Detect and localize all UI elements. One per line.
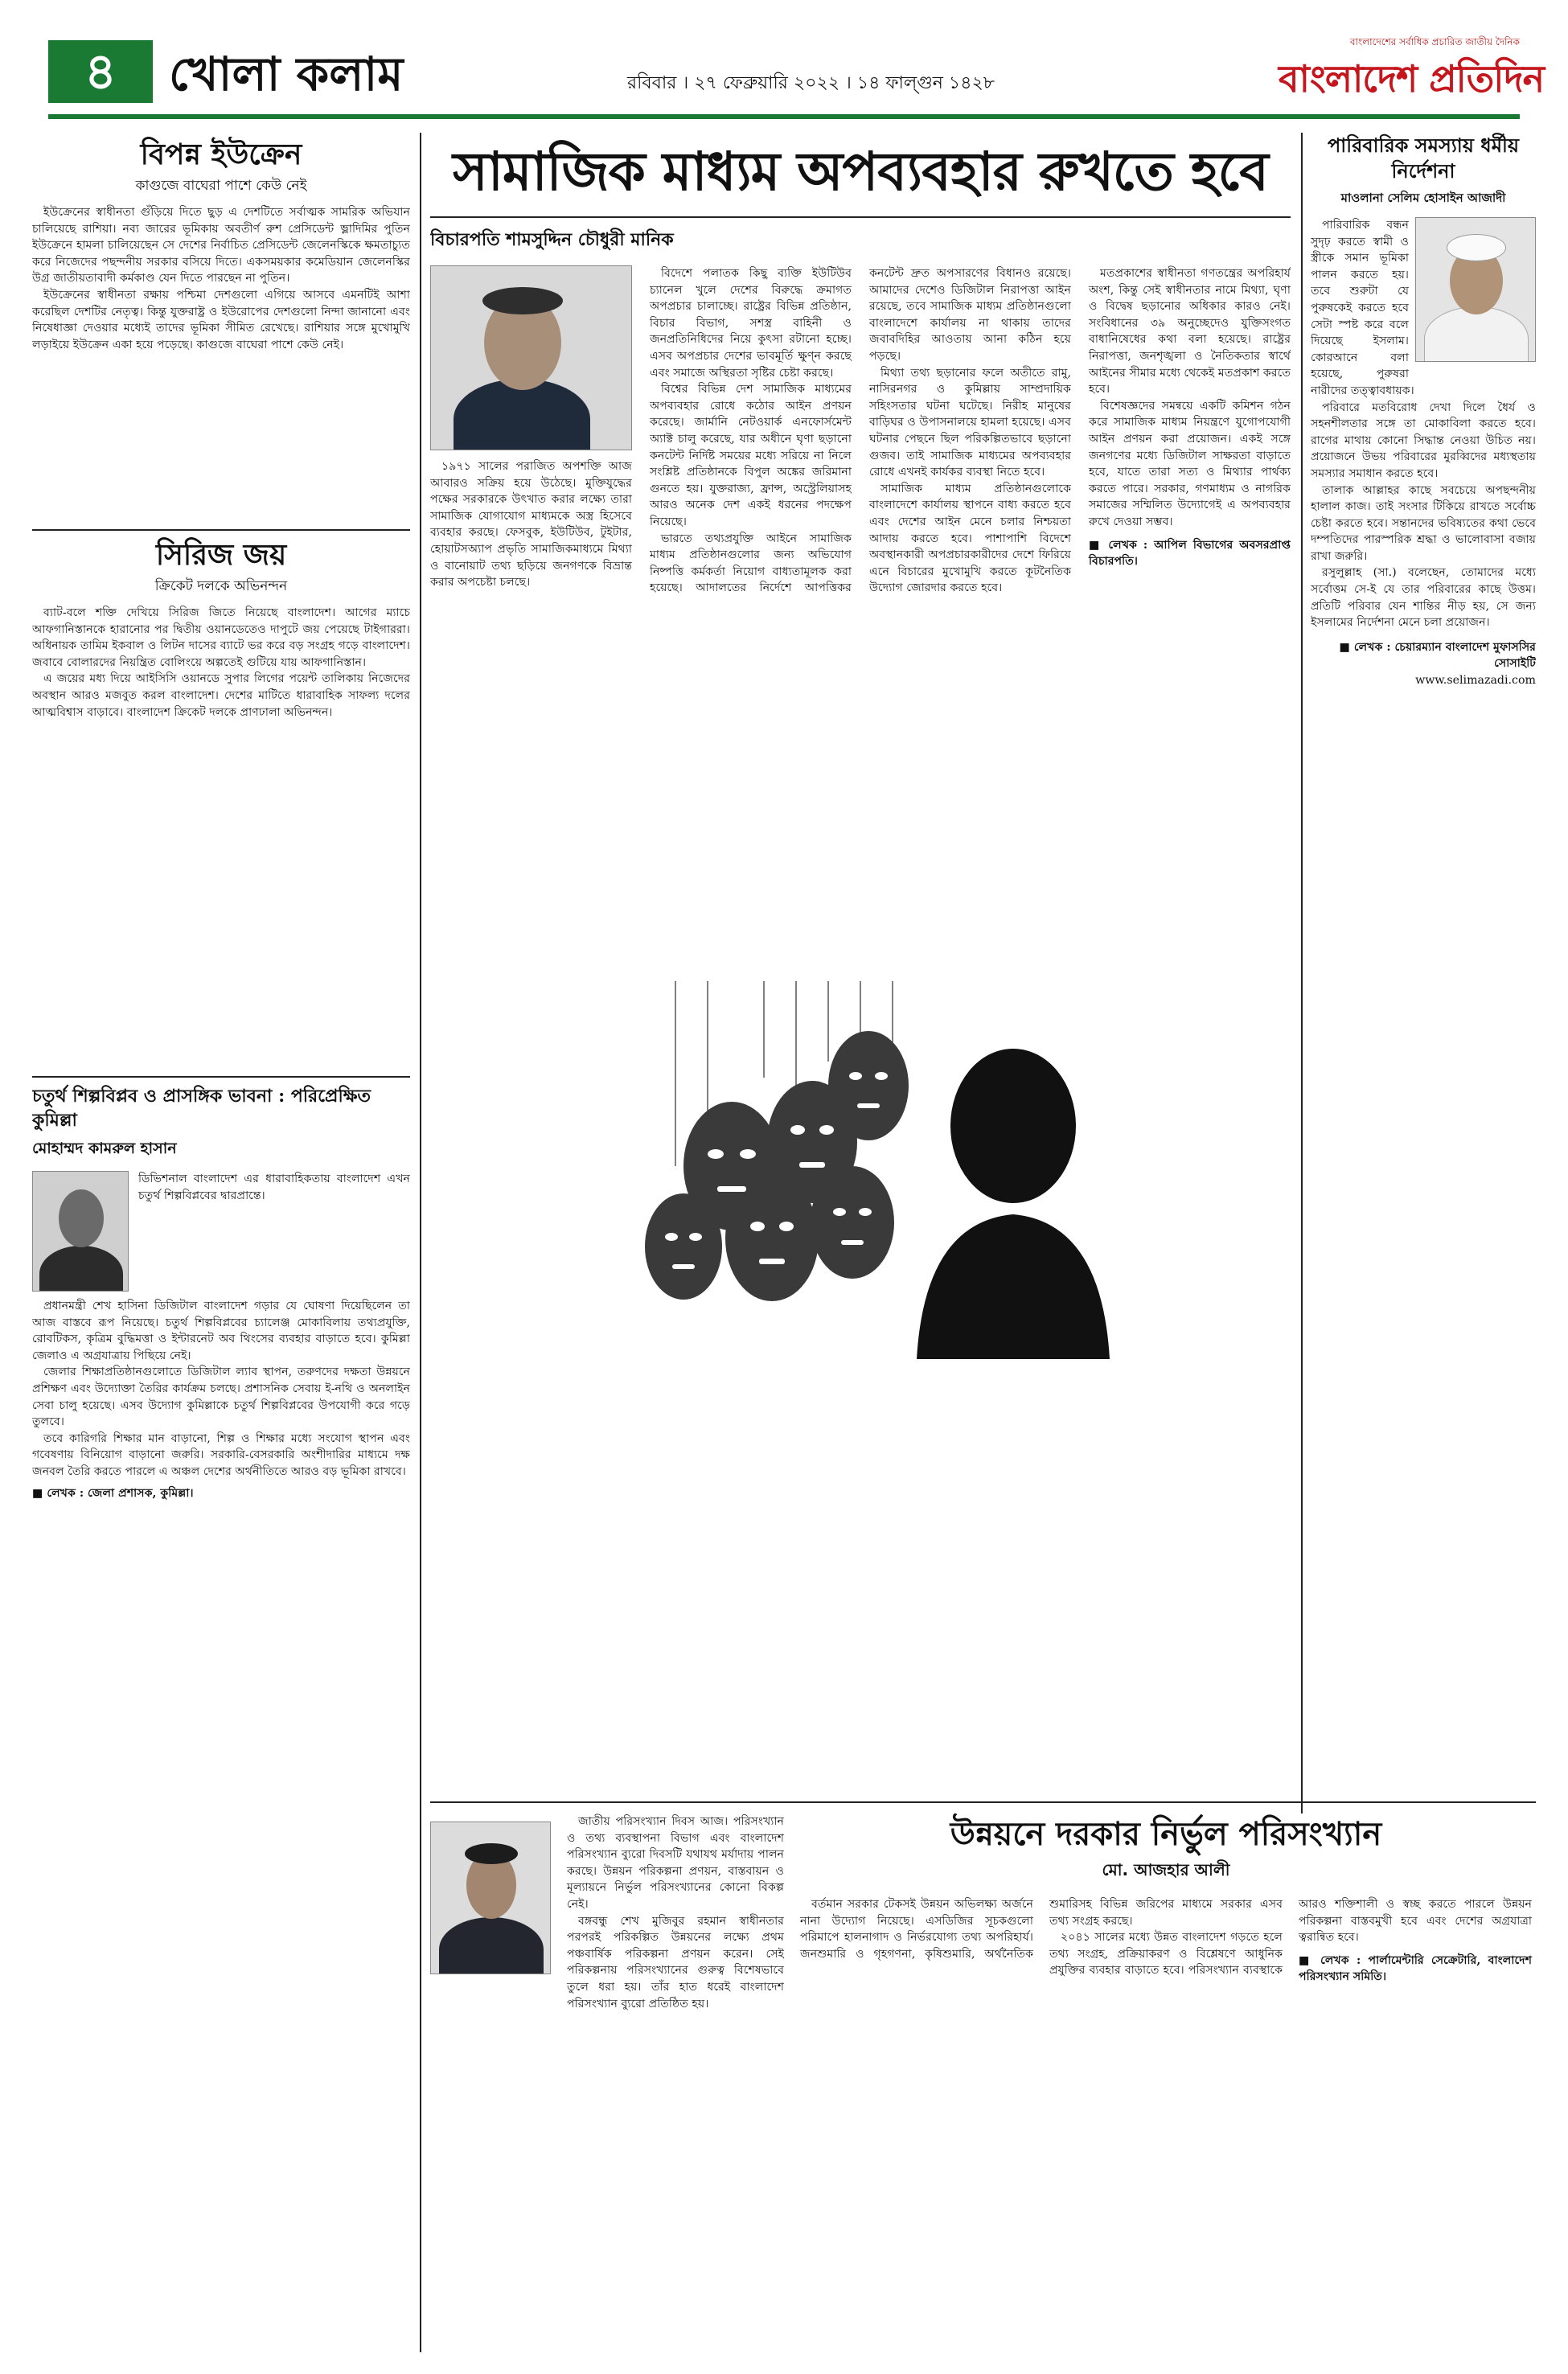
- paragraph: ভারতে তথ্যপ্রযুক্তি আইনে সামাজিক মাধ্যম প্রতিষ্ঠানগুলোর জন্য অভিযোগ নিষ্পত্তি কর্মকর্তা নিয়োগ বাধ্যতামূলক করা হয়েছে। আদালতের নির্দেশে আপত্তিকর কনটেন্ট দ্রুত অপসারণের বিধানও রয়েছে। আমাদের দেশেও ডিজিটাল নিরাপত্তা আইন রয়েছে, তবে সামাজিক মাধ্যম প্রতিষ্ঠানগুলো বাংলাদেশে কার্যালয় না থাকায় তাদের জবাবদিহির আওতায় আনা কঠিন হয়ে পড়ছে।: [650, 267, 1071, 595]
- oped-industrial-revolution: [32, 1084, 410, 2355]
- paragraph: তালাক আল্লাহর কাছে সবচেয়ে অপছন্দনীয় হালাল কাজ। তাই সংসার টিকিয়ে রাখতে সর্বোচ্চ চেষ্টা করতে হবে। সন্তানদের ভবিষ্যতের কথা ভেবে দম্পতিদের পারস্পরিক শ্রদ্ধা ও ভালোবাসা বজায় রাখা জরুরি।: [1311, 483, 1536, 563]
- oped-industrial-title: চতুর্থ শিল্পবিপ্লব ও প্রাসঙ্গিক ভাবনা : পরিপ্রেক্ষিত কুমিল্লা: [32, 1086, 371, 1131]
- footnote: ■ লেখক : আপিল বিভাগের অবসরপ্রাপ্ত বিচারপতি।: [1089, 538, 1291, 569]
- paragraph: ইউক্রেনের স্বাধীনতা রক্ষায় পশ্চিমা দেশগুলো এগিয়ে আসবে এমনটিই আশা করেছিল দেশটির নেতৃত্ব। কিন্তু যুক্তরাষ্ট্র ও ইউরোপের দেশগুলো নিন্দা জানানো এবং নিষেধাজ্ঞা দেওয়ার মধ্যেই তাদের ভূমিকা সীমিত রেখেছে। রাশিয়ার সঙ্গে মুখোমুখি লড়াইয়ে ইউক্রেন একা হয়ে পড়েছে। কাগুজে বাঘেরা পাশে কেউ নেই।: [32, 288, 410, 351]
- column-divider: [1301, 133, 1303, 1813]
- lead-byline: বিচারপতি শামসুদ্দিন চৌধুরী মানিক: [430, 230, 674, 250]
- paragraph: মতপ্রকাশের স্বাধীনতা গণতন্ত্রের অপরিহার্য অংশ, কিন্তু সেই স্বাধীনতার নামে মিথ্যা, ঘৃণা ও বিদ্বেষ ছড়ানোর অধিকার কারও নেই। সংবিধানের ৩৯ অনুচ্ছেদেও যুক্তিসংগত বাধানিষেধের কথা বলা হয়েছে। রাষ্ট্রের নিরাপত্তা, জনশৃঙ্খলা ও নৈতিকতার স্বার্থে আইনের সীমার মধ্যে থেকেই মতপ্রকাশ করতে হবে।: [1089, 267, 1291, 396]
- author-photo: [430, 1822, 551, 1974]
- editorial-ukraine-title: বিপন্ন ইউক্রেন: [140, 138, 302, 171]
- masks-illustration-graphic: [611, 981, 1110, 1359]
- paragraph: জেলার শিক্ষাপ্রতিষ্ঠানগুলোতে ডিজিটাল ল্যাব স্থাপন, তরুণদের দক্ষতা উন্নয়নে প্রশিক্ষণ এবং উদ্যোক্তা তৈরির কার্যক্রম চলছে। প্রশাসনিক সেবায় ই-নথি ও অনলাইন সেবা চালু হয়েছে। এসব উদ্যোগ কুমিল্লাকে চতুর্থ শিল্পবিপ্লবের উপযোগী করে গড়ে তুলবে।: [32, 1366, 410, 1429]
- footnote: ■ লেখক : পার্লামেন্টারি সেক্রেটারি, বাংলাদেশ পরিসংখ্যান সমিতি।: [1299, 1953, 1532, 1984]
- paragraph: ১৯৭১ সালের পরাজিত অপশক্তি আজ আবারও সক্রিয় হয়ে উঠেছে। মুক্তিযুদ্ধের পক্ষের সরকারকে উৎখাত করার লক্ষ্যে তারা সামাজিক যোগাযোগ মাধ্যমকে অস্ত্র হিসেবে ব্যবহার করছে। ফেসবুক, ইউটিউব, টুইটার, হোয়াটসঅ্যাপ প্রভৃতি সামাজিকমাধ্যমে মিথ্যা ও বানোয়াট তথ্য ছড়িয়ে জনগণকে বিভ্রান্ত করার অপচেষ্টা চলছে।: [430, 460, 632, 589]
- editorial-ukraine-subtitle: কাগুজে বাঘেরা পাশে কেউ নেই: [135, 178, 307, 194]
- newspaper-logo: [1279, 35, 1545, 108]
- lead-headline: সামাজিক মাধ্যম অপব্যবহার রুখতে হবে: [453, 140, 1268, 203]
- editorial-cricket: [32, 537, 410, 1068]
- religion-author: মাওলানা সেলিম হোসাইন আজাদী: [1340, 191, 1506, 205]
- paragraph: বিশ্বের বিভিন্ন দেশ সামাজিক মাধ্যমের অপব্যবহার রোধে কঠোর আইন প্রণয়ন করেছে। জার্মানি নেটওয়ার্ক এনফোর্সমেন্ট অ্যাক্ট চালু করেছে, যার অধীনে ঘৃণা ছড়ানো কনটেন্ট নির্দিষ্ট সময়ের মধ্যে সরিয়ে না নিলে সংশ্লিষ্ট প্রতিষ্ঠানকে বিপুল অঙ্কের জরিমানা গুনতে হয়। যুক্তরাজ্য, ফ্রান্স, অস্ট্রেলিয়াসহ আরও অনেক দেশ একই ধরনের পদক্ষেপ নিয়েছে।: [650, 383, 852, 528]
- divider: [430, 1801, 1536, 1803]
- paragraph: বিদেশে পলাতক কিছু ব্যক্তি ইউটিউব চ্যানেল খুলে দেশের বিরুদ্ধে ক্রমাগত অপপ্রচার চালাচ্ছে। রাষ্ট্রের বিভিন্ন প্রতিষ্ঠান, বিচার বিভাগ, সশস্ত্র বাহিনী ও জনপ্রতিনিধিদের নিয়ে কুৎসা রটানো হচ্ছে। এসব অপপ্রচার দেশের ভাবমূর্তি ক্ষুণ্ন করছে এবং সমাজে অস্থিরতা সৃষ্টির চেষ্টা করছে।: [650, 267, 852, 380]
- author-photo: [1415, 217, 1536, 362]
- column-divider: [420, 133, 421, 2352]
- editorial-cricket-subtitle: ক্রিকেট দলকে অভিনন্দন: [154, 578, 288, 594]
- paragraph: বর্তমান সরকার টেকসই উন্নয়ন অভিলক্ষ্য অর্জনে নানা উদ্যোগ নিয়েছে। এসডিজির সূচকগুলো পরিমাপে হালনাগাদ ও নির্ভরযোগ্য তথ্য অপরিহার্য। জনশুমারি ও গৃহগণনা, কৃষিশুমারি, অর্থনৈতিক শুমারিসহ বিভিন্ন জরিপের মাধ্যমে সরকার এসব তথ্য সংগ্রহ করছে।: [800, 1898, 1283, 1961]
- page-number: ৪: [48, 40, 153, 103]
- paragraph: ইউক্রেনের স্বাধীনতা গুঁড়িয়ে দিতে ছুড় এ দেশটিতে সর্বাত্মক সামরিক অভিযান চালিয়েছে রাশিয়া। নব্য জারের ভূমিকায় অবতীর্ণ রুশ প্রেসিডেন্ট ভ্লাদিমির পুতিন ইউক্রেনে হামলা চালিয়েছেন সে দেশের নির্বাচিত প্রেসিডেন্ট জেলেনস্কিকে ক্ষমতাচ্যুত করে নিজেদের পছন্দনীয় সরকার বসিয়ে দিতে। একসময়কার কমেডিয়ান জেলেনস্কির উগ্র জাতীয়তাবাদী কর্মকাণ্ড যেন দিতে পারছেন না পুতিন।: [32, 206, 410, 285]
- editorial-ukraine: [32, 137, 410, 523]
- divider: [32, 529, 410, 531]
- editorial-ukraine-body: [32, 204, 410, 353]
- footnote: ■ লেখক : জেলা প্রশাসক, কুমিল্লা।: [32, 1486, 194, 1500]
- paragraph: তবে কারিগরি শিক্ষার মান বাড়ানো, শিল্প ও শিক্ষার মধ্যে সংযোগ স্থাপন এবং গবেষণায় বিনিয়োগ বাড়ানো জরুরি। সরকারি-বেসরকারি অংশীদারির মাধ্যমে দক্ষ জনবল তৈরি করতে পারলে এ অঞ্চল দেশের অর্থনীতিতে আরও বড় ভূমিকা রাখবে।: [32, 1431, 410, 1478]
- statistics-intro: [567, 1813, 784, 2344]
- paragraph: বঙ্গবন্ধু শেখ মুজিবুর রহমান স্বাধীনতার পরপরই পরিকল্পিত উন্নয়নের লক্ষ্যে প্রথম পঞ্চবার্ষিক পরিকল্পনা প্রণয়ন করেন। সেই পরিকল্পনায় পরিসংখ্যানের গুরুত্ব বিশেষভাবে তুলে ধরা হয়। তাঁর হাত ধরেই বাংলাদেশ পরিসংখ্যান ব্যুরো প্রতিষ্ঠিত হয়।: [567, 1914, 784, 2011]
- section-title: খোলা কলাম: [169, 47, 404, 101]
- paragraph: ২০৪১ সালের মধ্যে উন্নত বাংলাদেশ গড়তে হলে তথ্য সংগ্রহ, প্রক্রিয়াকরণ ও বিশ্লেষণে আধুনিক প্রযুক্তির ব্যবহার বাড়াতে হবে। পরিসংখ্যান ব্যবস্থাকে আরও শক্তিশালী ও স্বচ্ছ করতে পারলে উন্নয়ন পরিকল্পনা বাস্তবমুখী হবে এবং দেশের অগ্রযাত্রা ত্বরান্বিত হবে।: [1049, 1898, 1532, 1978]
- paragraph: সামাজিক মাধ্যম প্রতিষ্ঠানগুলোকে বাংলাদেশে কার্যালয় স্থাপনে বাধ্য করতে হবে এবং দেশের আইন মেনে চলার নিশ্চয়তা আদায় করতে হবে। পাশাপাশি বিদেশে অবস্থানকারী অপপ্রচারকারীদের দেশে ফিরিয়ে এনে বিচারের মুখোমুখি করতে কূটনৈতিক উদ্যোগ জোরদার করতে হবে।: [869, 482, 1071, 595]
- paragraph: পারিবারিক বন্ধন সুদৃঢ় করতে স্বামী ও স্ত্রীকে সমান ভূমিকা পালন করতে হয়। তবে শুরুটা যে পুরুষকেই করতে হবে সেটা স্পষ্ট করে বলে দিয়েছে ইসলাম। কোরআনে বলা হয়েছে, পুরুষরা নারীদের তত্ত্বাবধায়ক।: [1311, 219, 1414, 397]
- author-block: [32, 1171, 410, 1292]
- religion-title: পারিবারিক সমস্যায় ধর্মীয় নির্দেশনা: [1327, 133, 1520, 183]
- lead-article: [430, 133, 1291, 1789]
- paragraph: প্রধানমন্ত্রী শেখ হাসিনা ডিজিটাল বাংলাদেশ গড়ার যে ঘোষণা দিয়েছিলেন তা আজ বাস্তবে রূপ নিয়েছে। চতুর্থ শিল্পবিপ্লবের চ্যালেঞ্জ মোকাবিলায় তথ্যপ্রযুক্তি, রোবটিকস, কৃত্রিম বুদ্ধিমত্তা ও ইন্টারনেট অব থিংসের ব্যবহার বাড়াতে হবে। কুমিল্লা জেলাও এ অগ্রযাত্রায় পিছিয়ে নেই।: [32, 1300, 410, 1362]
- editorial-cricket-title: সিরিজ জয়: [155, 538, 287, 572]
- paragraph: মিথ্যা তথ্য ছড়ানোর ফলে অতীতে রামু, নাসিরনগর ও কুমিল্লায় সাম্প্রদায়িক সহিংসতার ঘটনা ঘটেছে। নিরীহ মানুষের বাড়িঘর ও উপাসনালয়ে হামলা হয়েছে। এসব ঘটনার পেছনে ছিল পরিকল্পিতভাবে ছড়ানো গুজব। তাই সামাজিক মাধ্যমের অপব্যবহার রোধে এখনই কার্যকর ব্যবস্থা নিতে হবে।: [869, 366, 1071, 479]
- religion-column: [1311, 133, 1536, 1805]
- newspaper-tagline: বাংলাদেশের সর্বাধিক প্রচারিত জাতীয় দৈনিক: [1349, 36, 1520, 47]
- newspaper-name: বাংলাদেশ প্রতিদিন: [1279, 57, 1545, 101]
- footnote: ■ লেখক : চেয়ারম্যান বাংলাদেশ মুফাসসির সোসাইটি: [1339, 640, 1536, 671]
- statistics-article: [430, 1813, 1536, 2352]
- author-photo: [430, 265, 632, 450]
- statistics-headline: উন্নয়নে দরকার নির্ভুল পরিসংখ্যান: [950, 1815, 1382, 1853]
- statistics-author: মো. আজহার আলী: [1102, 1860, 1230, 1879]
- author-website: www.selimazadi.com: [1415, 674, 1536, 688]
- masthead: [48, 32, 1545, 113]
- masks-illustration: [611, 981, 1110, 1359]
- paragraph: জাতীয় পরিসংখ্যান দিবস আজ। পরিসংখ্যান ও তথ্য ব্যবস্থাপনা বিভাগ এবং বাংলাদেশ পরিসংখ্যান ব্যুরো দিবসটি যথাযথ মর্যাদায় পালন করছে। উন্নয়ন পরিকল্পনা প্রণয়ন, বাস্তবায়ন ও মূল্যায়নে নির্ভুল পরিসংখ্যানের কোনো বিকল্প নেই।: [567, 1815, 784, 1911]
- author-photo: [32, 1171, 129, 1292]
- dateline: রবিবার । ২৭ ফেব্রুয়ারি ২০২২ । ১৪ ফাল্গুন ১৪২৮: [627, 73, 995, 93]
- statistics-body: [800, 1896, 1532, 2347]
- oped-industrial-author: মোহাম্মদ কামরুল হাসান: [32, 1140, 177, 1157]
- divider: [430, 216, 1291, 218]
- paragraph: এ জয়ের মধ্য দিয়ে আইসিসি ওয়ানডে সুপার লিগের পয়েন্ট তালিকায় নিজেদের অবস্থান আরও মজবুত করল বাংলাদেশ। দেশের মাটিতে ধারাবাহিক সাফল্য দলের আত্মবিশ্বাস বাড়াবে। বাংলাদেশ ক্রিকেট দলকে প্রাণঢালা অভিনন্দন।: [32, 672, 410, 719]
- editorial-cricket-body: [32, 605, 410, 721]
- paragraph: পরিবারে মতবিরোধ দেখা দিলে ধৈর্য ও সহনশীলতার সঙ্গে তা মোকাবিলা করতে হবে। রাগের মাথায় কোনো সিদ্ধান্ত নেওয়া উচিত নয়। প্রয়োজনে উভয় পরিবারের মুরব্বিদের মধ্যস্থতায় সমস্যার সমাধান করতে হবে।: [1311, 400, 1536, 480]
- divider: [32, 1076, 410, 1078]
- paragraph: ব্যাট-বলে শক্তি দেখিয়ে সিরিজ জিতে নিয়েছে বাংলাদেশ। আগের ম্যাচে আফগানিস্তানকে হারানোর পর দ্বিতীয় ওয়ানডেতেও দাপুটে জয় পেয়েছে টাইগাররা। অধিনায়ক তামিম ইকবাল ও লিটন দাসের ব্যাটে ভর করে বড় সংগ্রহ গড়ে বাংলাদেশ। জবাবে বোলারদের নিয়ন্ত্রিত বোলিংয়ে অল্পতেই গুটিয়ে যায় আফগানিস্তান।: [32, 606, 410, 669]
- author-description: ডিভিশনাল বাংলাদেশ এর ধারাবাহিকতায় বাংলাদেশ এখন চতুর্থ শিল্পবিপ্লবের দ্বারপ্রান্তে।: [138, 1173, 410, 1202]
- paragraph: রসুলুল্লাহ (সা.) বলেছেন, তোমাদের মধ্যে সর্বোত্তম সে-ই যে তার পরিবারের কাছে উত্তম। প্রতিটি পরিবার যেন শান্তির নীড় হয়, সে জন্য ইসলামের নির্দেশনা মেনে চলা প্রয়োজন।: [1311, 566, 1536, 630]
- oped-industrial-body: [32, 1298, 410, 1501]
- statistics-headline-block: [800, 1813, 1532, 2347]
- paragraph: বিশেষজ্ঞদের সমন্বয়ে একটি কমিশন গঠন করে সামাজিক মাধ্যম নিয়ন্ত্রণে যুগোপযোগী আইন প্রণয়ন করা প্রয়োজন। একই সঙ্গে জনগণের মধ্যে ডিজিটাল সাক্ষরতা বাড়াতে হবে, যাতে তারা সত্য ও মিথ্যার পার্থক্য করতে পারে। সরকার, গণমাধ্যম ও নাগরিক সমাজের সম্মিলিত উদ্যোগেই এ অপব্যবহার রুখে দেওয়া সম্ভব।: [1089, 399, 1291, 528]
- masthead-rule: [48, 114, 1520, 119]
